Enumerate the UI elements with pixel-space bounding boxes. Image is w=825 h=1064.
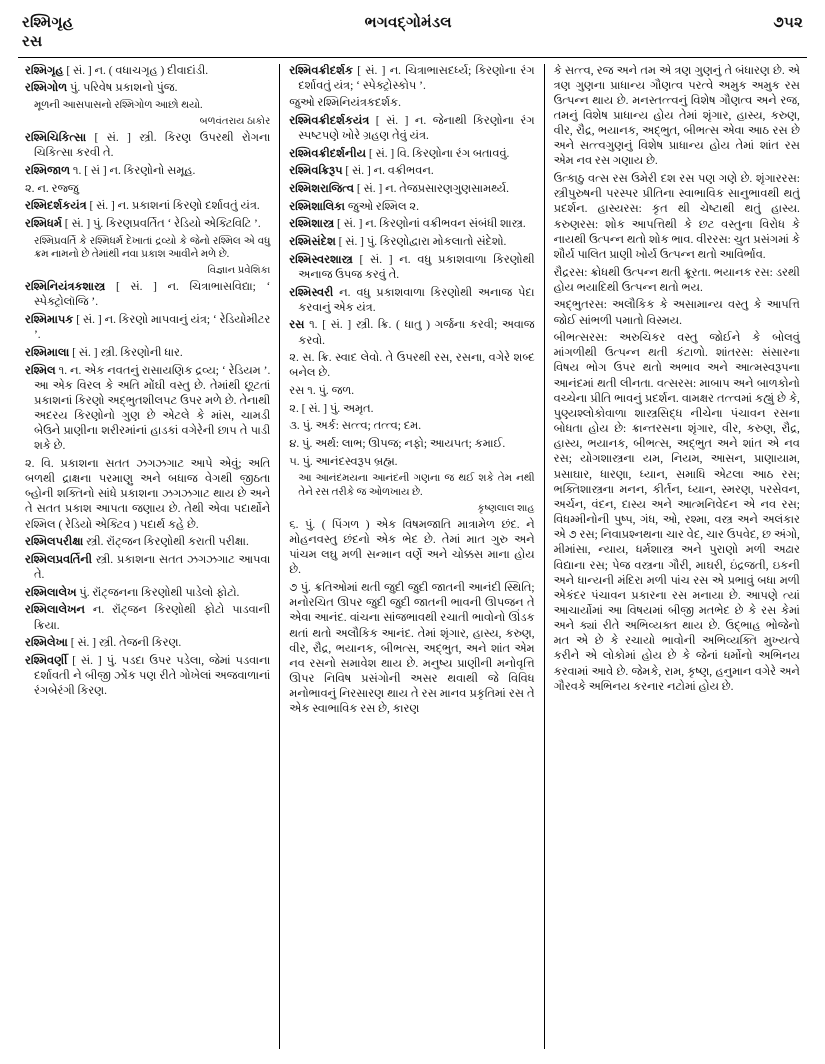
body-paragraph: ૨. [ સં. ] પું. અમૃત. <box>289 402 374 415</box>
entry-headword: રશ્મિશાલિકા <box>289 200 345 213</box>
dictionary-entry <box>25 553 270 583</box>
dictionary-entry <box>25 81 270 96</box>
entry-headword: રશ્મિવક્રીદર્શકયંત્ર <box>289 114 370 127</box>
body-paragraph: કે સત્ત્વ, રજ અને તમ એ ત્રણ ગુણનું તે બંધારણ છે. એ ત્રણ ગુણના પ્રાધાન્ય ગૌણત્વ પરત્વે અમુક અમુક રસ ઉત્પન્ન થાય છે. મનસ્તત્ત્વનું વિશેષ ગૌણત્વ અને રજ, તમનું વિશેષ પ્રાધાન્ય હોય તેમાં શૃંગાર, હાસ્ય, કરુણ, વીર, રૌદ્ર, ભયાનક, અદ્ભુત, બીભત્સ એવા આઠ રસ છે અને સત્ત્વગુણનું વિશેષ પ્રાધાન્ય હોય તેમાં શાંત રસ એમ નવ રસ ગણાય છે. <box>553 64 800 168</box>
dictionary-entry <box>25 346 270 361</box>
column-2 <box>280 64 544 1049</box>
entry-headword: રશ્મિલપ્રવર્તિની <box>25 553 93 566</box>
page-number: ૭૫૨ <box>773 15 803 31</box>
entry-definition: ન. રૉંટ્જન કિરણોથી ફોટો પાડવાની ક્રિયા. <box>34 604 271 632</box>
header-left <box>22 14 73 52</box>
body-paragraph: ૬. પું. ( પિંગળ ) એક વિષમજાતિ માત્રામેળ છંદ. ને મોહનવસ્તુ છંદનો એક ભેદ છે. તેમાં માત ગુરુ અને પાંચમ લઘુ મળી સન્માન વર્ણે અને ચોક્કસ માના હોય છે. <box>289 518 535 577</box>
dictionary-entry <box>289 217 534 232</box>
entry-definition: [ સં. ] વિ. કિરણોના રંગ બતાવવું. <box>368 147 510 160</box>
dictionary-entry <box>25 313 270 343</box>
body-paragraph: ૩. પું. અર્ક: સત્ત્વ; તત્ત્વ; દમ. <box>289 420 422 433</box>
entry-definition: [ સં. ] પું. કિરણપ્રવર્તિત ‘ રેડિયો એક્ટિવિટિ ’. <box>64 217 261 230</box>
dictionary-entry <box>289 200 534 215</box>
body-paragraph: રસ ૧. પું. જળ. <box>289 384 355 397</box>
header-divider <box>18 57 807 58</box>
dictionary-entry <box>25 131 270 161</box>
column-1 <box>16 64 280 1049</box>
entry-definition: [ સં. ] ન. કિરણો માપવાનું યંત્ર; ‘ રેડિયોમીટર ’. <box>34 314 271 342</box>
dictionary-entry <box>25 364 270 455</box>
dictionary-entry <box>289 114 534 144</box>
column-container <box>16 64 809 1049</box>
body-paragraph: ઉત્કાઠુ વત્સ રસ ઉમેરી દશ રસ પણ ગણે છે. શૃંગારરસ: સ્ત્રીપુરુષની પરસ્પર પ્રીતિના સ્વાભાવિક સાનુભાવથી થતું પ્રદર્શન. હાસ્યરસ: કૃત થી ચેષ્ટાથી થતું હાસ્ય. કરુણરસ: શોક આપત્તિથી કે છટ વસ્તુના વિરોધ કે નાયથી ઉત્પન્ન થતો શોક ભાવ. વીરરસ: ચુત પ્રસંગમાં કે શૌર્ય પાલિત પ્રાણી ખોર્ય ઉત્પન્ન થતો આવિર્ભાવ. <box>553 173 800 261</box>
dictionary-entry <box>25 280 270 310</box>
entry-definition: સ્ત્રી. રૉંટ્જન કિરણોથી કરાતી પરીક્ષા. <box>86 536 249 549</box>
dictionary-entry <box>25 64 270 79</box>
body-paragraph: ૨. ન. રજ્જુ <box>25 182 79 195</box>
dictionary-entry <box>289 64 534 94</box>
dictionary-entry <box>25 586 270 601</box>
entry-headword: રશ્મિદર્શકયંત્ર <box>25 200 87 213</box>
body-paragraph: ૨. વિ. પ્રકાશના સતત ઝગઝગાટ આપે એવું; અતિ બળથી દ્રાક્ષના પરમાણુ અને બધાજ વેગથી જીઠતા બ્હોની શક્તિનો સાંધે પ્રકાશના ઝગઝગાટ થાય છે અને તે સતત પ્રકાશ આપતા જણાય છે. તેથી એવા પદાર્થોને રશ્મિલ ( રેડિયો એક્ટિવ ) પદાર્થ કહે છે. <box>25 457 271 531</box>
dictionary-entry <box>289 164 534 179</box>
entry-headword: રશ્મિમાપક <box>25 314 74 327</box>
entry-headword: રશ્મિજાળ <box>25 164 71 177</box>
entry-quotation: રશ્મિપ્રવર્તિ કે રશ્મિધર્મ દેખાતાં દ્રવ્યો કે જેનો રશ્મિલ એ વધુ ક્રમ નામનો છે તેમાંથી નવા પ્રકાશ આવીને મળે છે. <box>34 235 271 260</box>
dictionary-entry <box>25 535 270 550</box>
entry-headword: રશ્મિગૃહ <box>25 64 64 77</box>
body-paragraph: ૭ પું. ક્રતિઓમાં થતી જુદી જુદી જાતની આનંદી સ્થિતિ; મનોરચિત ઊપર જુદી જુદી જાતની ભાવની ઊપજન તે એવા આનંદ. વાંચના સાંજભાવથી રચાતી ભાવોનો ઊંડક થતાં થતો અલૌકિક આનંદ. તેમાં શૃંગાર, હાસ્ય, કરુણ, વીર, રૌદ્ર, ભયાનક, બીભત્સ, અદ્ભુત, અને શાંત એમ નવ રસનો સમાવેશ થાય છે. મનુષ્ય પ્રાણીની મનોવૃત્તિ ઊપર નિવિષ પ્રસંગોની અસર થવાથી જે વિવિધ મનોભાવનું નિરસારણ થાય તે રસ માનવ પ્રકૃતિમાં રસ તે એક સ્વાભાવિક રસ છે, કારણ <box>289 582 535 716</box>
entry-definition: [ સં. ] ન. વક્રીભવન. <box>345 165 434 178</box>
body-paragraph: ૫. પું. આનંદસ્વરૂપ બ્રહ્મ. <box>289 455 398 468</box>
entry-headword: રશ્મિસ્વરશાસ્ત્ર <box>289 253 353 266</box>
dictionary-entry <box>289 253 534 283</box>
entry-headword: રશ્મિસંદેશ <box>289 236 336 249</box>
page-header <box>16 14 809 54</box>
dictionary-entry <box>25 636 270 651</box>
entry-headword: રશ્મિવક્રીદર્શનીય <box>289 147 366 160</box>
header-left-line2: રસ <box>22 33 43 50</box>
entry-definition: [ સં. ] ન. ચિત્રાભાસવિદ્યા; ‘ સ્પેક્ટ્રોલૉજિ ’. <box>34 281 271 309</box>
header-title: ભગવદ્ગોમંડલ <box>364 15 452 31</box>
entry-quotation: મૂળની આસપાસનો રશ્મિગોળ આછો થયો. <box>34 99 203 111</box>
entry-headword: રશ્મિનિયંત્રકશાસ્ત્ર <box>25 281 106 294</box>
entry-definition: [ સં. ] ન. ( વધાચગૃહ ) દીવાદાંડી. <box>66 64 209 77</box>
dictionary-entry <box>289 286 534 316</box>
entry-definition: પું. પરિવેષ પ્રકાશનો પુંજ. <box>69 82 178 95</box>
entry-definition: [ સં. ] ન. તેજપ્રસારણગુણસામર્થ્ય. <box>356 183 509 196</box>
entry-headword: રશ્મિલેખા <box>25 637 68 650</box>
dictionary-entry <box>289 96 534 111</box>
entry-definition: [ સં. ] ન. જેનાથી કિરણોના રંગ સ્પષ્ટપણે ખોરે ગ્રહણ તેવું યંત્ર. <box>298 114 535 143</box>
entry-headword: રશ્મિગોળ <box>25 82 68 95</box>
entry-headword: રશ્મિલ <box>25 364 56 377</box>
entry-definition: [ સં. ] ન. ચિત્રાભાસદર્ધ્ય; કિરણોના રંગ દર્શાવતું યંત્ર; ‘ સ્પેક્ટ્રોસ્કોપ ’. <box>298 64 535 92</box>
entry-definition: ૧. ન. એક નવતનું રાસાયણિક દ્રવ્ય; ‘ રેડિયમ ’. આ એક વિરલ કે અતિ મોંઘી વસ્તુ છે. તેમાંથી છૂટતાં પ્રકાશનાં કિરણો અદ્ભુતશીલપટ ઉપર મળે છે. તેનાથી અદરય કિરણોનો ગુણ છે એટલે કે માંસ, ચામડી બેઉને પ્રાણીના શરીરમાંનાં હાડકાં વગેરેની છાપ તે પાડી શકે છે. <box>34 364 271 453</box>
dictionary-entry <box>25 654 270 699</box>
entry-definition: જુઓ રશ્મિનિયંત્રકદર્શક. <box>289 97 401 110</box>
entry-definition: [ સં. ] સ્ત્રી. કિરણોની ધાર. <box>72 346 183 359</box>
quotation-citation: કૃષ્ણલાલ શાહ <box>477 502 535 514</box>
quotation-citation: વિજ્ઞાન પ્રવેશિકા <box>207 264 271 276</box>
entry-headword: રશ્મિશરાજિત્વ <box>289 183 355 196</box>
entry-definition: [ સં. ] પું. પડદા ઉપર પડેલા, જેમાં પડવાના દર્શાવતી ને બીજી ઝોંક પણ રીતે ગોખેલાં અજવાળાનાં રંગબેરંગી કિરણ. <box>34 654 271 698</box>
dictionary-entry <box>289 235 534 250</box>
body-paragraph: ૪. પું. અર્થ: લાભ; ઊપજ; નફો; આયપત; કમાઈ. <box>289 437 506 450</box>
entry-definition: [ સં. ] ન. કિરણોનાં વક્રીભવન સંબંધી શાસ્ત્ર. <box>337 218 526 231</box>
entry-definition: [ સં. ] સ્ત્રી. કિરણ ઉપરથી રોગના ચિકિત્સા કરવી તે. <box>34 132 271 160</box>
entry-definition: ન. વધુ પ્રકાશવાળા કિરણોથી અનાજ પેદા કરવાનું એક યંત્ર. <box>298 286 535 314</box>
dictionary-entry <box>25 199 270 214</box>
entry-definition: પું. રૉંટ્જનના કિરણોથી પાડેલો ફોટો. <box>79 586 240 599</box>
entry-definition: [ સં. ] પું. કિરણોદ્વારા મોકલાતો સંદેશો. <box>338 236 507 249</box>
entry-headword: રશ્મિવર્ણી <box>25 654 68 667</box>
entry-definition: ૧. [ સં ] ન. કિરણોનો સમૂહ. <box>72 164 196 177</box>
column-3 <box>545 64 809 1049</box>
dictionary-entry <box>25 217 270 232</box>
body-paragraph: અદ્ભુતરસ: અલૌકિક કે અસામાન્ય વસ્તુ કે આપત્તિ જોઈ સાંભળી પમાતો વિસ્મય. <box>553 299 800 327</box>
dictionary-entry <box>25 603 270 633</box>
body-paragraph: ૨. સ. ક્રિ. સ્વાદ લેવો. તે ઉપરથી રસ, રસના, વગેરે શબ્દ બનેલ છે. <box>289 352 535 380</box>
body-paragraph: બીભત્સરસ: અરુચિકર વસ્તુ જોઈને કે બોલવું માંગળીથી ઉત્પન્ન થતી કંટાળો. શાંતરસ: સંસારના વિષય ભોગ ઉપર થતો અભાવ અને આત્મસ્વરૂપના આનંદમાં થતી લીનતા. વત્સરસ: માબાપ અને બાળકોનો વચ્ચેના પ્રીતિ ભાવનું પ્રદર્શન. વામક્ષર તત્ત્વમાં કહ્યું છે કે, પુણ્યશ્લોકોવાળા શાસ્ત્રસિદ્ધ નીચેના પંચાવન રસના બોધતા હોય છે: ક્રાન્તરસના શૃંગાર, વીર, કરુણ, રૌદ્ર, હાસ્ય, ભયાનક, બીભત્સ, અદ્ભુત અને શાંત એ નવ રસ; યોગશાસ્ત્રના યમ, નિયમ, આસન, પ્રાણાયામ, પ્રસાઘાર, ધારણા, ધ્યાન, સમાધિ એટલા આઠ રસ; ભક્તિશાસ્ત્રના મનન, કીર્તન, ધ્યાન, સ્મરણ, પરસેવન, અર્ચન, વંદન, દાસ્ય અને આત્મનિવેદન એ નવ રસ; વિધમ્મીનોની પુષ્પ, ગંધ, ઓ, રશ્મા, વસ્ત્ર અને અલંકાર એ ૭ રસ; નિવાપ્રશ્નથના ચાર વેદ, ચાર ઉપવેદ, છ અંગો, મીમાંસા, ન્યાય, ધર્મશાસ્ત્ર અને પુરાણો મળી અઢાર વિદ્યાના રસ; પેજ વસ્ત્રના ગૌરી, માઘરી, ઇંદ્રજતી, ઇકની અને ધાન્યની મંદિરા મળી પાંચ રસ એ પ્રભાવું બધા મળી એકંદર પંચાવન પ્રકારના રસ મનાયા છે. આપણે ત્યાં આચાર્યોમાં આ વિષયમાં બીજી મતભેદ છે કે રસ કેમાં અને ક્યાં રીતે અભિવ્યક્ત થાય છે. ઉદ્ભાહ ભોજેનો મત એ છે કે રચાયો ભાવોની અભિવ્યક્તિ મુખ્યત્વે કરીને એ લોકોમાં હોય છે કે જેનાં ધર્મોનો અભિનય કરવામાં આવે છે. જેમકે, રામ, કૃષ્ણ, હનુમાન વગેરે અને ગૌરવકે અભિનય કરનાર નટોમાં હોય છે. <box>553 332 800 693</box>
entry-definition: જુઓ રશ્મિલ ૨. <box>347 200 419 213</box>
entry-headword: રશ્મિશાસ્ત્ર <box>289 218 335 231</box>
entry-definition: સ્ત્રી. પ્રકાશના સતત ઝગઝગાટ આપવા તે. <box>34 553 271 582</box>
dictionary-entry <box>289 147 534 162</box>
quotation-citation: બળવંતરાય ઠાકોર <box>199 115 271 127</box>
dictionary-entry <box>25 164 270 179</box>
body-paragraph: રૌદ્રરસ: ક્રોધથી ઉત્પન્ન થતી ક્રૂરતા. ભયાનક રસ: ડરથી હોય ભયાદિથી ઉત્પન્ન થતો ભય. <box>553 266 800 294</box>
entry-headword: રસ <box>289 319 305 332</box>
entry-headword: રશ્મિચિકિત્સા <box>25 132 87 145</box>
entry-headword: રશ્મિમાલા <box>25 346 70 359</box>
entry-definition: [ સં. ] સ્ત્રી. તેજની કિરણ. <box>70 637 182 650</box>
entry-headword: રશ્મિલાલેખ <box>25 586 77 599</box>
entry-definition: ૧. [ સં. ] સ્ત્રી. ક્રિ. ( ધાતુ ) ગર્જના કરવી; અવાજ કરવો. <box>298 319 535 347</box>
dictionary-entry <box>289 318 534 348</box>
entry-definition: [ સં. ] ન. વધુ પ્રકાશવાળા કિરણોથી અનાજ ઉપજ કરવું તે. <box>298 253 535 281</box>
entry-headword: રશ્મિવક્રીદર્શક <box>289 64 353 77</box>
entry-headword: રશ્મિલપરીક્ષા <box>25 536 84 549</box>
entry-definition: [ સં. ] ન. પ્રકાશનાં કિરણો દર્શાવતું યંત્ર. <box>89 200 260 213</box>
entry-quotation: આ આનંદમયના આનંદની ગણના જ થઈ શકે તેમ નથી તેને રસ તરીકે જ ઓળખાય છે. <box>298 473 535 498</box>
entry-headword: રશ્મિસ્વરી <box>289 286 334 299</box>
dictionary-entry <box>289 182 534 197</box>
entry-headword: રશ્મિલાલેખન <box>25 604 85 617</box>
entry-headword: રશ્મિધર્મ <box>25 217 62 230</box>
entry-headword: રશ્મિવક્રિરૂપ <box>289 165 343 178</box>
header-left-line1: રશ્મિગૃહ <box>22 15 74 31</box>
